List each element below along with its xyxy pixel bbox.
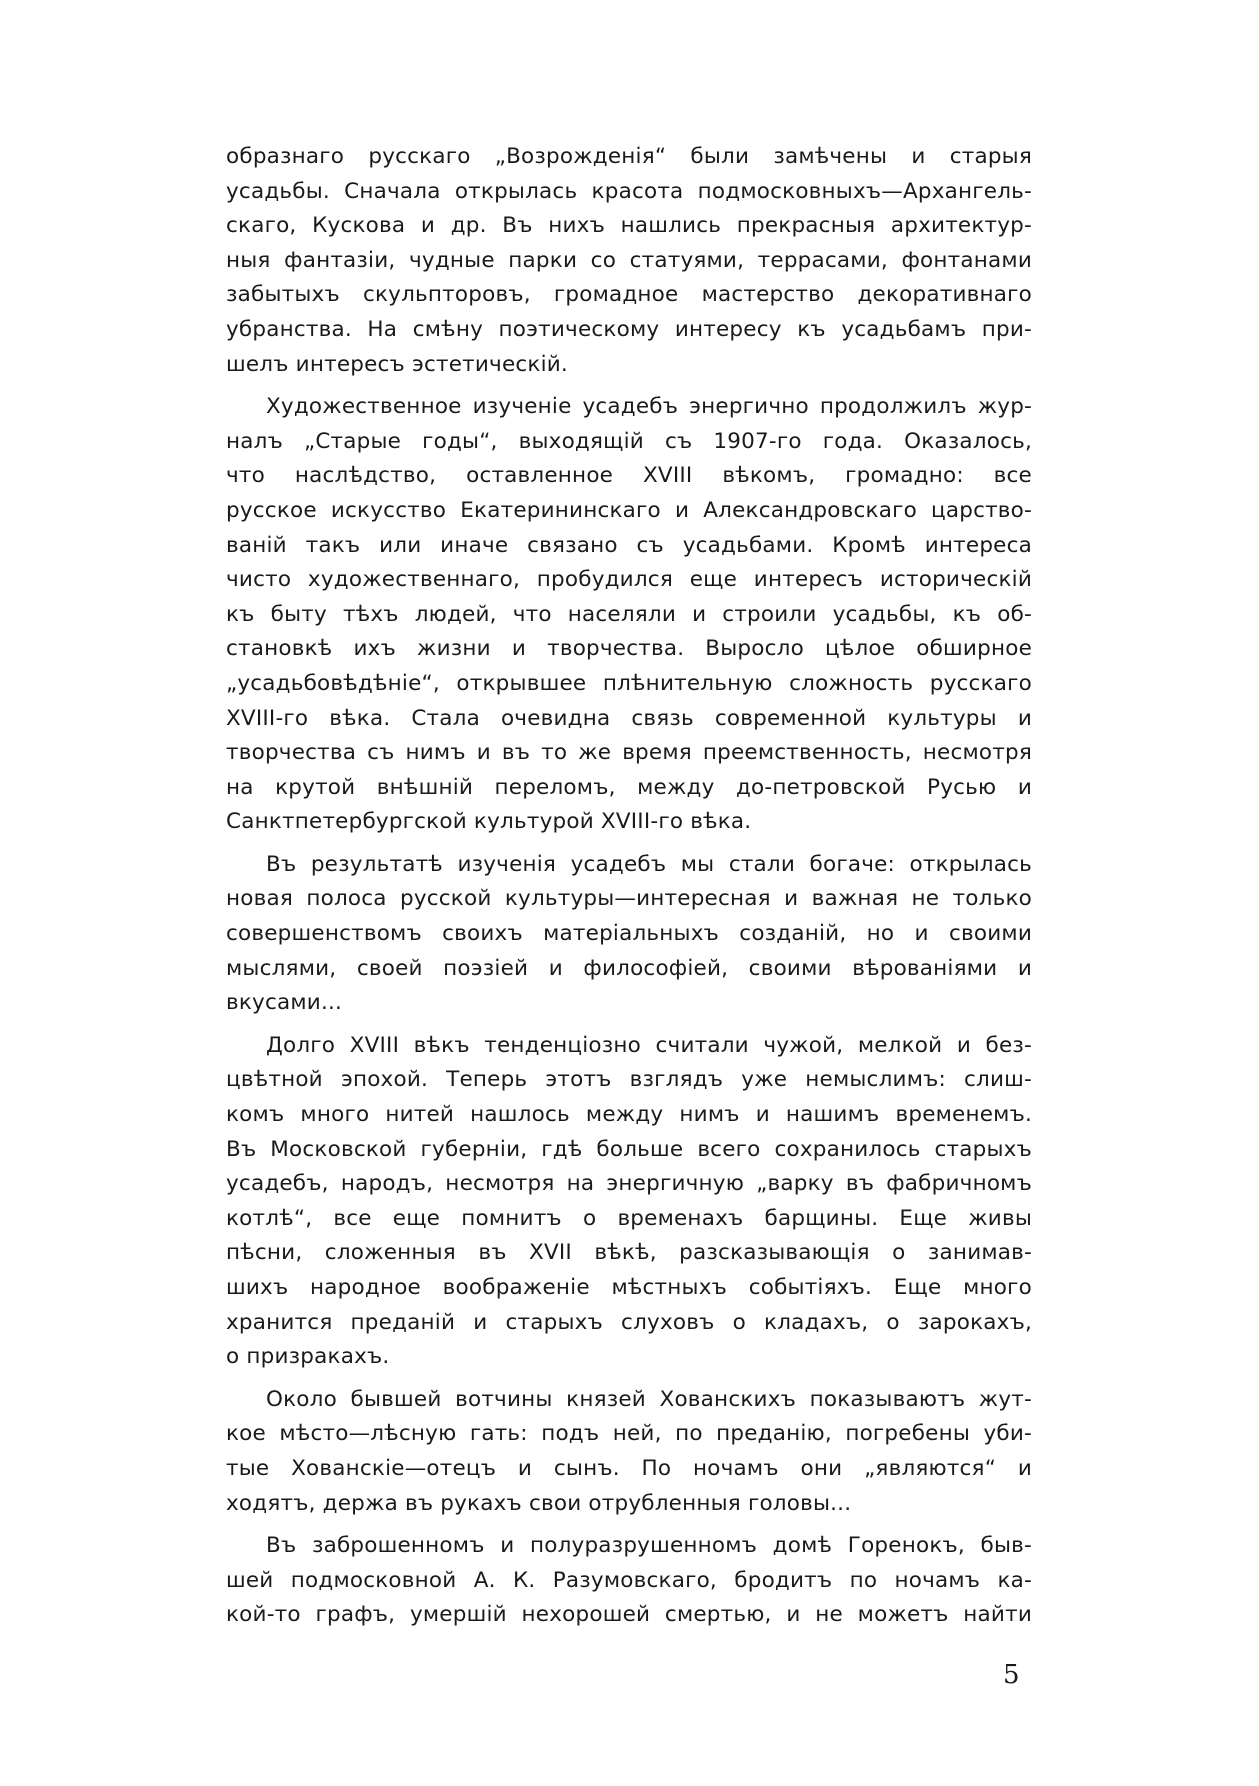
text-line: становкѣ ихъ жизни и творчества. Выросло цѣлое обширное — [226, 636, 1032, 662]
text-line: Художественное изученіе усадебъ энергично продолжилъ жур- — [266, 394, 1032, 420]
text-line: усадебъ, народъ, несмотря на энергичную „варку въ фабричномъ — [226, 1171, 1032, 1197]
text-line: русское искусство Екатерининскаго и Александровскаго царство- — [226, 497, 1032, 523]
text-line: ходятъ, держа въ рукахъ свои отрубленныя головы... — [226, 1490, 852, 1516]
paragraph — [226, 1029, 1032, 1375]
text-line: „усадьбовѣдѣніе“, открывшее плѣнительную сложность русскаго — [226, 670, 1032, 696]
text-line: Въ Московской губерніи, гдѣ больше всего сохранилось старыхъ — [226, 1136, 1032, 1162]
text-line: забытыхъ скульпторовъ, громадное мастерство декоративнаго — [226, 282, 1032, 308]
text-line: убранства. На смѣну поэтическому интересу къ усадьбамъ при- — [226, 316, 1032, 342]
text-line: усадьбы. Сначала открылась красота подмосковныхъ—Архангель- — [226, 178, 1032, 204]
paragraph — [226, 390, 1032, 840]
text-line: на крутой внѣшній переломъ, между до-петровской Русью и — [226, 774, 1032, 800]
text-line: XVIII-го вѣка. Стала очевидна связь современной культуры и — [226, 705, 1032, 731]
text-line: кой-то графъ, умершій нехорошей смертью, и не можетъ найти — [226, 1602, 1032, 1628]
paragraph — [226, 1383, 1032, 1521]
text-line: новая полоса русской культуры—интересная и важная не только — [226, 886, 1032, 912]
text-line: чисто художественнаго, пробудился еще интересъ историческій — [226, 567, 1032, 593]
body-text — [226, 140, 1032, 1641]
text-line: шей подмосковной А. К. Разумовскаго, бродитъ по ночамъ ка- — [226, 1567, 1032, 1593]
text-line: кое мѣсто—лѣсную гать: подъ ней, по преданію, погребены уби- — [226, 1421, 1032, 1447]
text-line: мыслями, своей поэзіей и философіей, своими вѣрованіями и — [226, 955, 1032, 981]
text-line: Долго XVIII вѣкъ тенденціозно считали чужой, мелкой и без- — [266, 1032, 1032, 1058]
text-line: къ быту тѣхъ людей, что населяли и строили усадьбы, къ об- — [226, 601, 1032, 627]
text-line: хранится преданій и старыхъ слуховъ о кладахъ, о зарокахъ, — [226, 1309, 1032, 1335]
text-line: цвѣтной эпохой. Теперь этотъ взглядъ уже немыслимъ: слиш- — [226, 1067, 1032, 1093]
paragraph — [226, 1529, 1032, 1633]
text-line: тые Хованскіе—отецъ и сынъ. По ночамъ они „являются“ и — [226, 1455, 1032, 1481]
text-line: образнаго русскаго „Возрожденія“ были замѣчены и старыя — [226, 144, 1032, 169]
text-line: ныя фантазіи, чудные парки со статуями, террасами, фонтанами — [226, 247, 1032, 273]
text-line: Около бывшей вотчины князей Хованскихъ показываютъ жут- — [266, 1386, 1032, 1412]
text-line: шелъ интересъ эстетическій. — [226, 351, 568, 377]
paragraph — [226, 140, 1032, 382]
text-line: Въ результатѣ изученія усадебъ мы стали богаче: открылась — [266, 851, 1032, 877]
page-number: 5 — [1003, 1660, 1020, 1690]
text-line: скаго, Кускова и др. Въ нихъ нашлись прекрасныя архитектур- — [226, 213, 1032, 239]
text-line: что наслѣдство, оставленное XVIII вѣкомъ, громадно: все — [226, 463, 1032, 489]
text-line: ваній такъ или иначе связано съ усадьбами. Кромѣ интереса — [226, 532, 1032, 558]
text-line: шихъ народное воображеніе мѣстныхъ событіяхъ. Еще много — [226, 1275, 1032, 1300]
text-line: вкусами... — [226, 990, 343, 1016]
text-line: Въ заброшенномъ и полуразрушенномъ домѣ Горенокъ, быв- — [266, 1533, 1032, 1559]
text-line: комъ много нитей нашлось между нимъ и нашимъ временемъ. — [226, 1102, 1032, 1128]
text-line: о призракахъ. — [226, 1344, 390, 1370]
text-line: пѣсни, сложенныя въ XVII вѣкѣ, разсказывающія о занимав- — [226, 1240, 1032, 1266]
text-line: котлѣ“, все еще помнитъ о временахъ барщины. Еще живы — [226, 1205, 1032, 1231]
text-line: совершенствомъ своихъ матеріальныхъ созданій, но и своими — [226, 921, 1032, 947]
text-line: налъ „Старые годы“, выходящій съ 1907-го года. Оказалось, — [226, 428, 1032, 454]
paragraph — [226, 848, 1032, 1021]
text-line: Санктпетербургской культурой XVIII-го вѣка. — [226, 809, 752, 835]
text-line: творчества съ нимъ и въ то же время преемственность, несмотря — [226, 740, 1032, 766]
